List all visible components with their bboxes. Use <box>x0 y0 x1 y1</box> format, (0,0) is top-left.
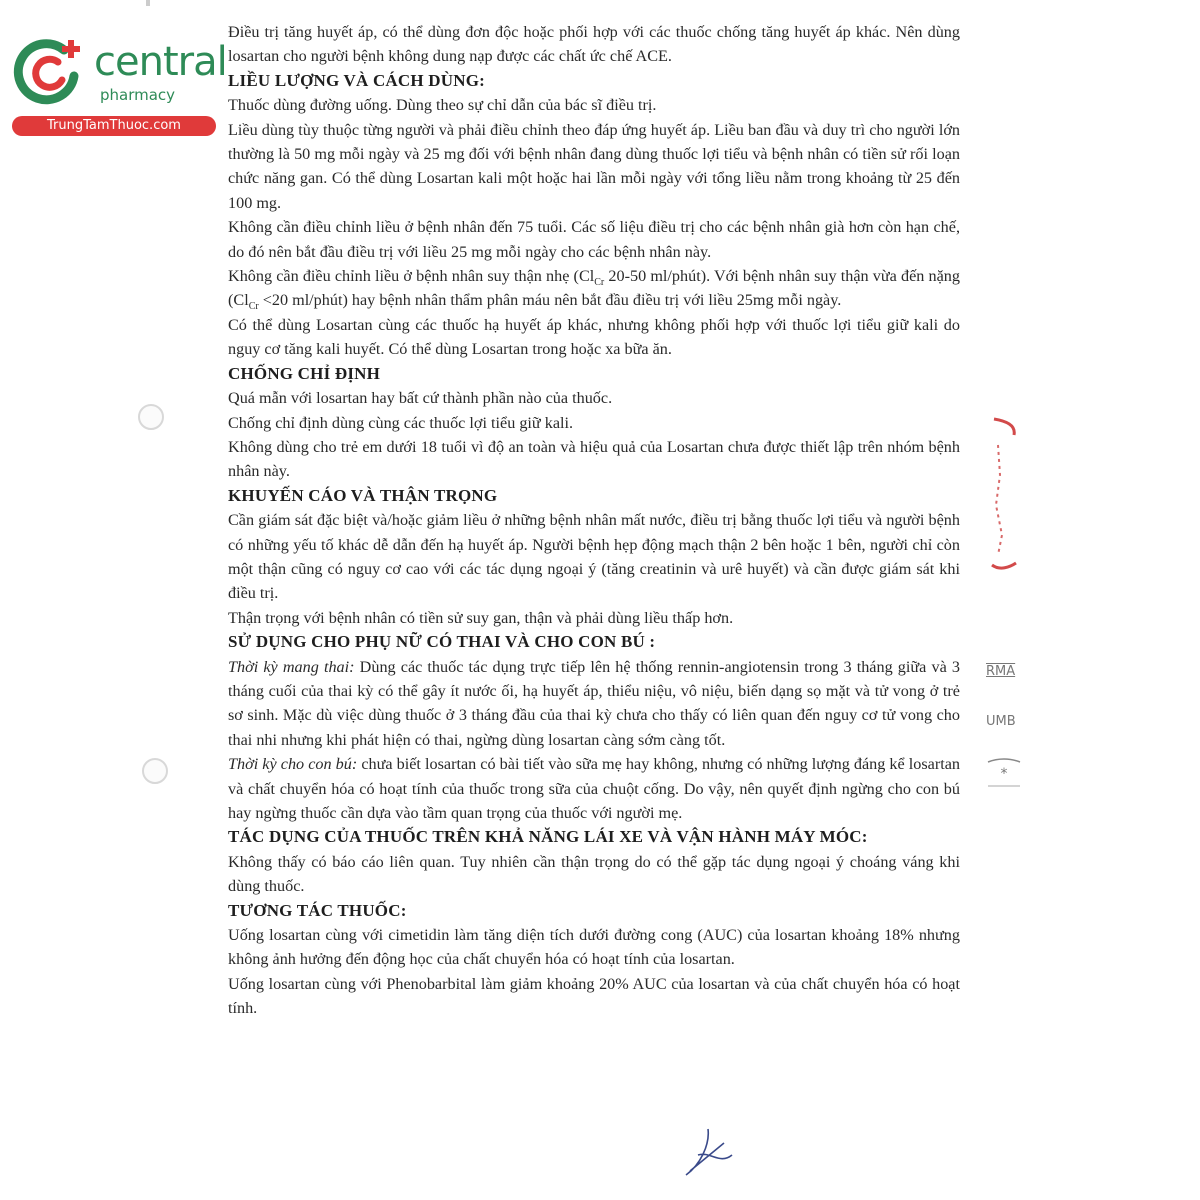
paragraph <box>228 264 960 313</box>
italic-label: Thời kỳ cho con bú: <box>228 755 358 774</box>
subscript: Cr <box>248 301 259 313</box>
margin-stamp-text: UMB <box>986 714 1016 729</box>
text-run: <20 ml/phút) hay bệnh nhân thẩm phân máu nên bắt đầu điều trị với liều 25mg mỗi ngày. <box>258 291 842 310</box>
italic-label: Thời kỳ mang thai: <box>228 657 355 676</box>
section-heading-contraindications: CHỐNG CHỈ ĐỊNH <box>228 363 381 383</box>
paragraph <box>228 655 960 753</box>
brand-subtitle: pharmacy <box>100 86 176 104</box>
paragraph: Quá mẫn với losartan hay bất cứ thành phần nào của thuốc. <box>228 389 613 408</box>
paragraph: Uống losartan cùng với Phenobarbital làm giảm khoảng 20% AUC của losartan và của chất chuyển hóa có hoạt tính. <box>228 974 960 1018</box>
section-heading-driving: TÁC DỤNG CỦA THUỐC TRÊN KHẢ NĂNG LÁI XE VÀ VẬN HÀNH MÁY MÓC: <box>228 827 868 847</box>
subscript: Cr <box>594 277 605 289</box>
paragraph: Liều dùng tùy thuộc từng người và phải điều chỉnh theo đáp ứng huyết áp. Liều ban đầu và duy trì cho người lớn thường là 50 mg mỗi ngày và 25 mg đối với bệnh nhân đang dùng thuốc lợi tiểu và bệnh nhân có tiền sử rối loạn chức năng gan. Có thể dùng Losartan kali một hoặc hai lần mỗi ngày với tổng liều nằm trong khoảng từ 25 đến 100 mg. <box>228 120 960 212</box>
section-heading-warnings: KHUYẾN CÁO VÀ THẬN TRỌNG <box>228 485 498 505</box>
brand-website[interactable]: TrungTamThuoc.com <box>12 116 216 136</box>
section-heading-dosage: LIỀU LƯỢNG VÀ CÁCH DÙNG: <box>228 70 485 90</box>
red-stamp-mark <box>986 415 1020 575</box>
text-run: Không cần điều chỉnh liều ở bệnh nhân suy thận nhẹ (Cl <box>228 267 595 286</box>
asterisk-seal-mark <box>986 756 1022 790</box>
paragraph: Không cần điều chỉnh liều ở bệnh nhân đến 75 tuổi. Các số liệu điều trị cho các bệnh nhân già hơn còn hạn chế, do đó nên bắt đầu điều trị với liều 25 mg mỗi ngày cho các bệnh nhân này. <box>228 218 960 261</box>
margin-stamp-text: RMA <box>986 664 1016 679</box>
paragraph: Có thể dùng Losartan cùng các thuốc hạ huyết áp khác, nhưng không phối hợp với thuốc lợi tiểu giữ kali do nguy cơ tăng kali huyết. Có thể dùng Losartan trong hoặc xa bữa ăn. <box>228 315 960 359</box>
scan-speck <box>146 0 150 6</box>
paragraph: Cần giám sát đặc biệt và/hoặc giảm liều ở những bệnh nhân mất nước, điều trị bằng thuốc lợi tiểu và người bệnh có những yếu tố khác dễ dẫn đến hạ huyết áp. Người bệnh hẹp động mạch thận 2 bên hoặc 1 bên, người chỉ còn một thận cũng có nguy cơ cao với các tác dụng ngoại ý (tăng creatinin và urê huyết) và cần được giám sát khi điều trị. <box>228 511 960 603</box>
text-run: chưa biết losartan có bài tiết vào sữa mẹ hay không, nhưng có những lượng đáng kể losartan và chất chuyển hóa có hoạt tính của thuốc trong sữa của chuột cống. Do vậy, nên quyết định ngừng cho con bú hay ngừng thuốc cần dựa vào tầm quan trọng của thuốc với người mẹ. <box>228 755 961 822</box>
paragraph: Uống losartan cùng với cimetidin làm tăng diện tích dưới đường cong (AUC) của losartan khoảng 18% nhưng không ảnh hưởng đến động học của chất chuyển hóa có hoạt tính của losartan. <box>228 926 960 969</box>
punch-hole <box>138 404 164 430</box>
section-heading-interactions: TƯƠNG TÁC THUỐC: <box>228 900 407 920</box>
brand-name: central <box>94 39 227 85</box>
punch-hole <box>142 758 168 784</box>
paragraph: Không thấy có báo cáo liên quan. Tuy nhiên cần thận trọng do có thể gặp tác dụng ngoại ý choáng váng khi dùng thuốc. <box>228 852 960 896</box>
paragraph <box>228 752 960 825</box>
paragraph: Chống chỉ định dùng cùng các thuốc lợi tiểu giữ kali. <box>228 413 574 432</box>
text-run: 20-50 ml/phút). Với bệnh nhân suy thận vừa đến nặng (Cl <box>228 267 960 310</box>
indication-text: Điều trị tăng huyết áp, có thể dùng đơn độc hoặc phối hợp với các thuốc chống tăng huyết áp khác. Nên dùng losartan cho người bệnh không dung nạp được các chất ức chế ACE. <box>228 23 960 66</box>
paragraph: Không dùng cho trẻ em dưới 18 tuổi vì độ an toàn và hiệu quả của Losartan chưa được thiết lập trên nhóm bệnh nhân này. <box>228 437 960 481</box>
signature-mark <box>680 1125 740 1185</box>
paragraph: Thận trọng với bệnh nhân có tiền sử suy gan, thận và phải dùng liều thấp hơn. <box>228 608 734 627</box>
document-body <box>228 20 960 1021</box>
svg-text:*: * <box>1000 766 1008 782</box>
pharmacy-cross-icon <box>12 36 84 108</box>
brand-logo <box>8 36 227 136</box>
paragraph: Thuốc dùng đường uống. Dùng theo sự chỉ dẫn của bác sĩ điều trị. <box>228 96 657 115</box>
section-heading-pregnancy: SỬ DỤNG CHO PHỤ NỮ CÓ THAI VÀ CHO CON BÚ : <box>228 632 656 652</box>
text-run: Dùng các thuốc tác dụng trực tiếp lên hệ thống rennin-angiotensin trong 3 tháng giữa và 3 tháng cuối của thai kỳ có thể gây ít nước ối, hạ huyết áp, thiểu niệu, vô niệu, biến dạng sọ mặt và tử vong ở trẻ sơ sinh. Mặc dù việc dùng thuốc ở 3 tháng đầu của thai kỳ chưa cho thấy có liên quan đến nguy cơ tử vong cho thai nhi nhưng khi phát hiện có thai, ngừng dùng losartan càng sớm càng tốt. <box>228 657 960 749</box>
